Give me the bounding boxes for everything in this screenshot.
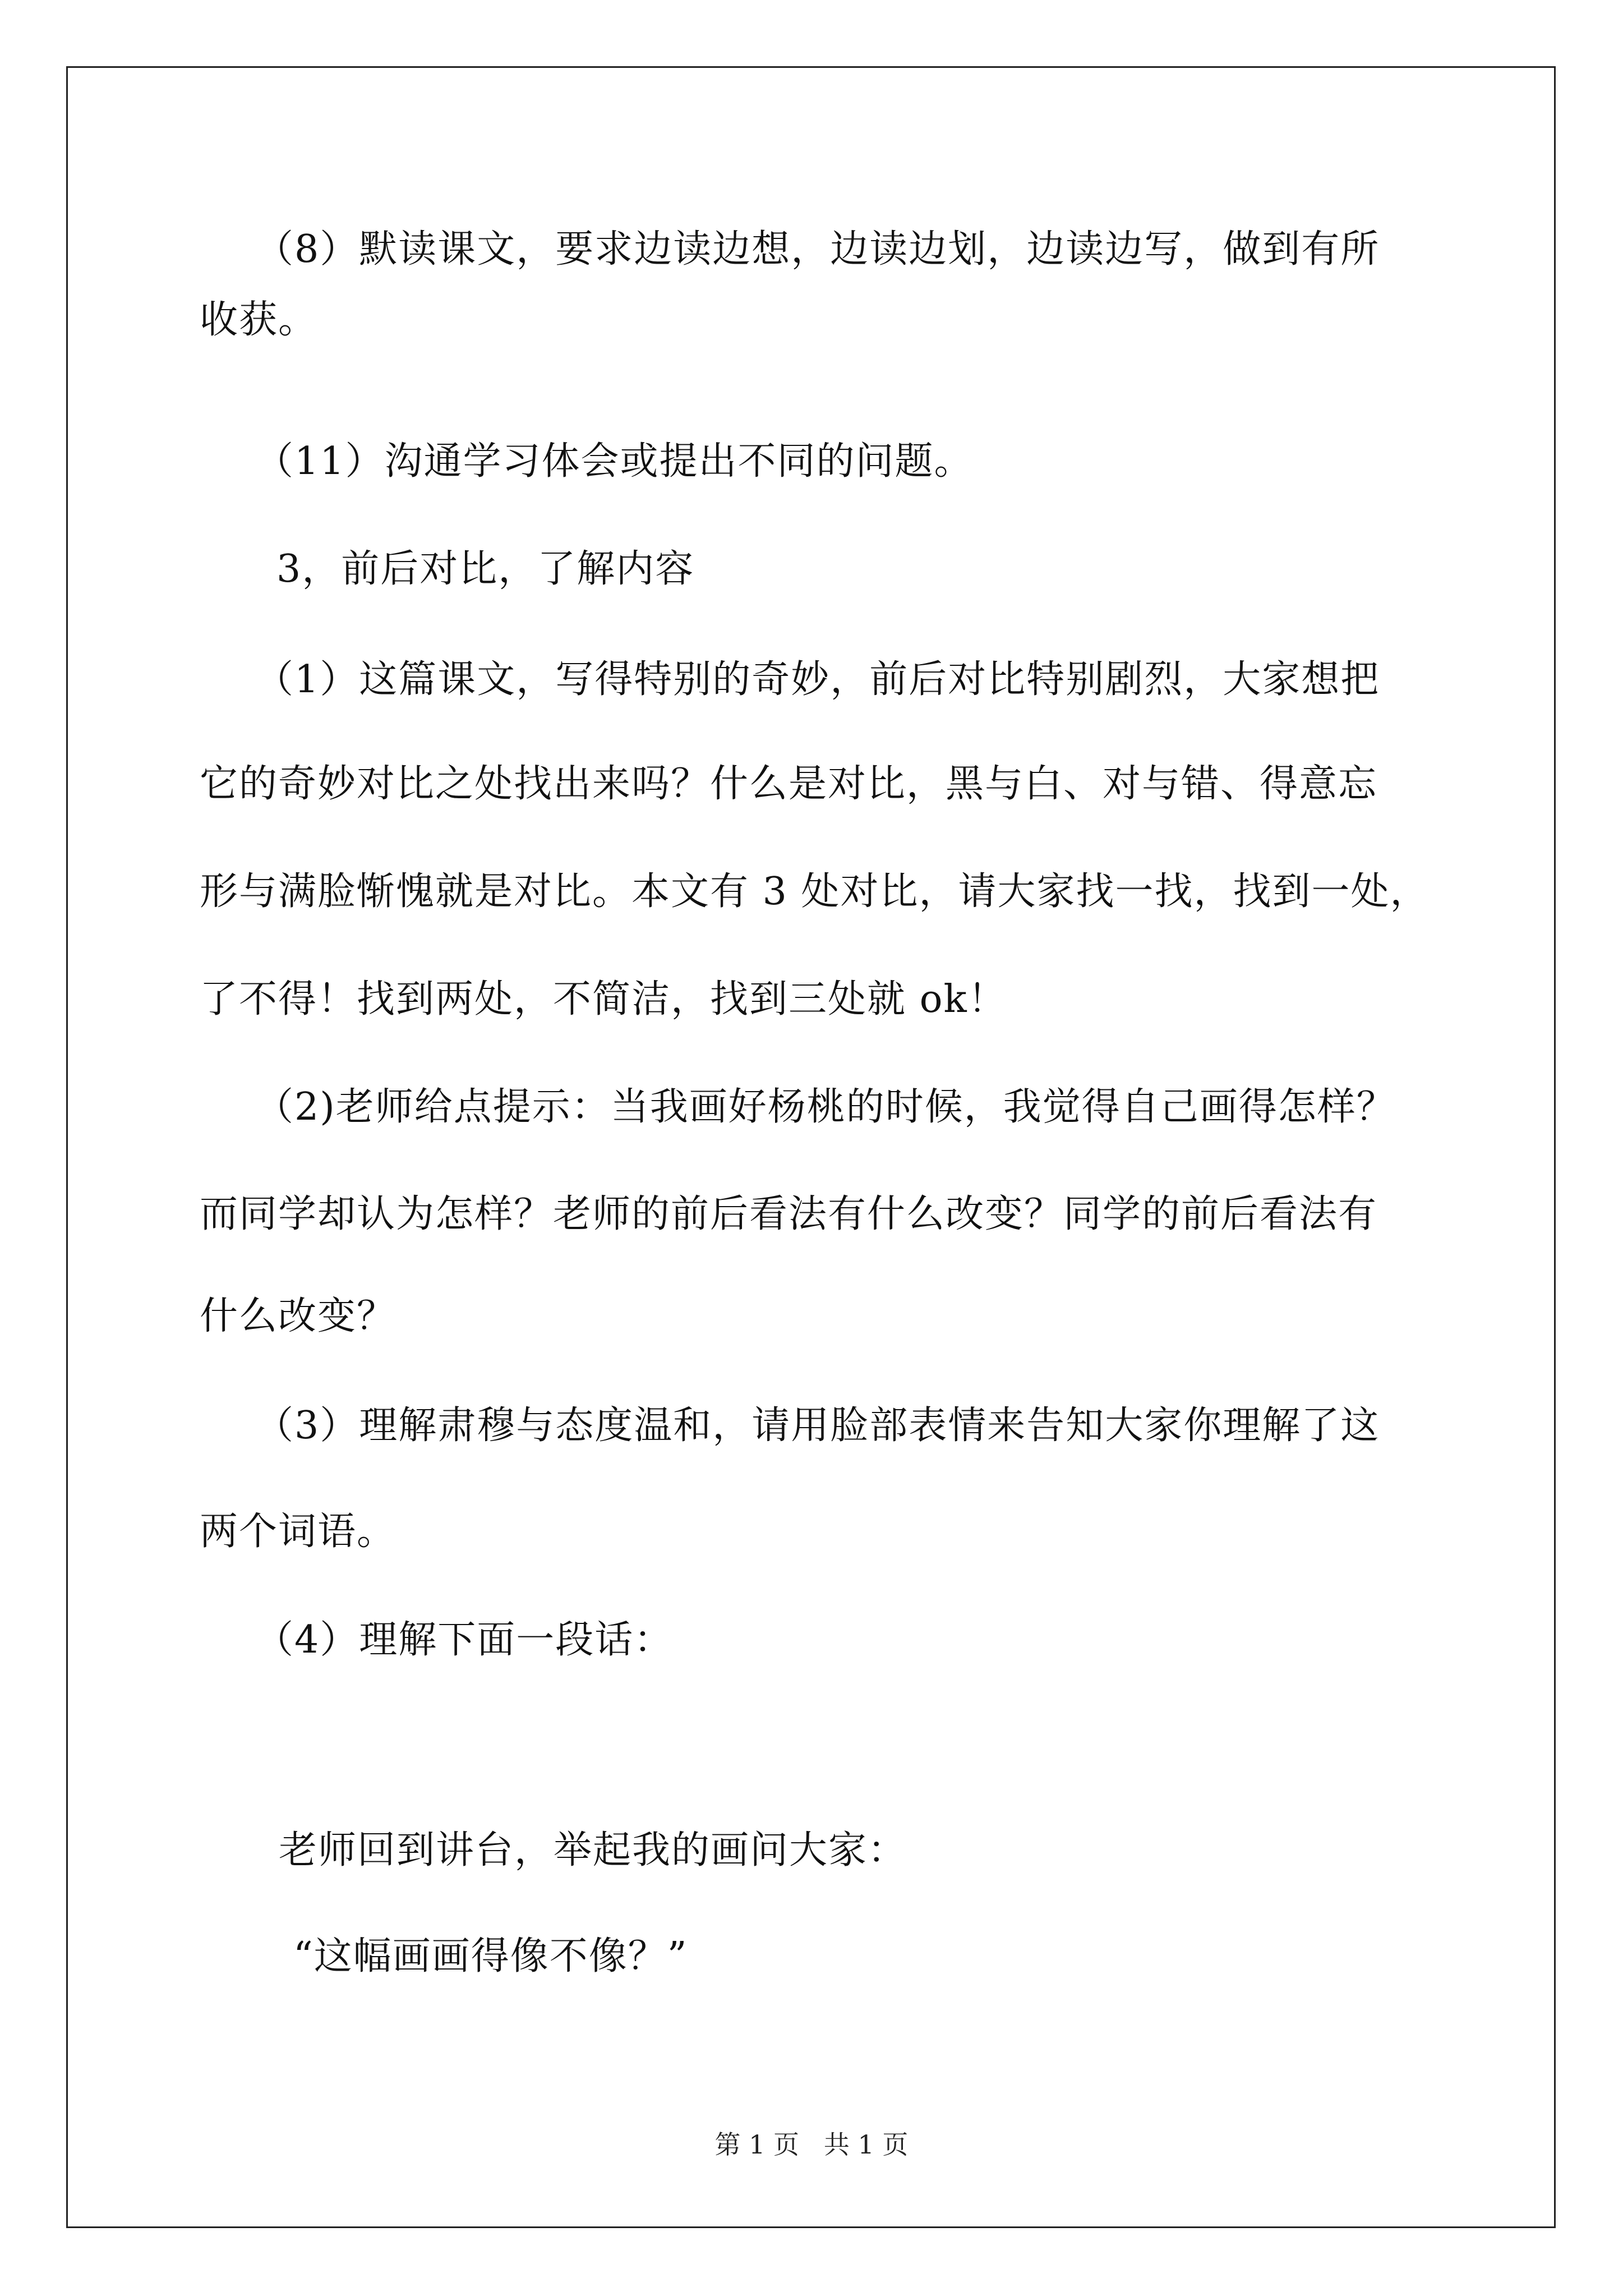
text-line: 什么改变？ — [200, 1294, 396, 1338]
text-line: 3，前后对比，了解内容 — [276, 547, 695, 591]
text-line: （2)老师给点提示：当我画好杨桃的时候，我觉得自己画得怎样？ — [255, 1085, 1396, 1129]
text-line: 它的奇妙对比之处找出来吗？什么是对比，黑与白、对与错、得意忘 — [200, 762, 1378, 806]
text-line: 两个词语。 — [200, 1510, 396, 1554]
text-line: （8）默读课文，要求边读边想，边读边划，边读边写，做到有所 — [255, 227, 1380, 272]
page-footer: 第 1 页 共 1 页 — [714, 2129, 909, 2160]
text-line: 而同学却认为怎样？老师的前后看法有什么改变？同学的前后看法有 — [200, 1192, 1378, 1236]
text-line: “这幅画画得像不像？” — [293, 1934, 688, 1978]
text-line: 老师回到讲台，举起我的画问大家： — [279, 1828, 907, 1872]
text-line: （1）这篇课文，写得特别的奇妙，前后对比特别剧烈，大家想把 — [255, 657, 1380, 702]
text-line: 了不得！找到两处，不简洁，找到三处就 ok！ — [200, 977, 1007, 1022]
text-line: 收获。 — [200, 298, 318, 342]
text-line: 形与满脸惭愧就是对比。本文有 3 处对比，请大家找一找，找到一处， — [200, 869, 1430, 914]
text-line: （4）理解下面一段话： — [255, 1618, 674, 1662]
text-line: （3）理解肃穆与态度温和，请用脸部表情来告知大家你理解了这 — [255, 1404, 1380, 1448]
page-border — [66, 66, 1556, 2228]
text-line: （11）沟通学习体会或提出不同的问题。 — [255, 439, 974, 484]
